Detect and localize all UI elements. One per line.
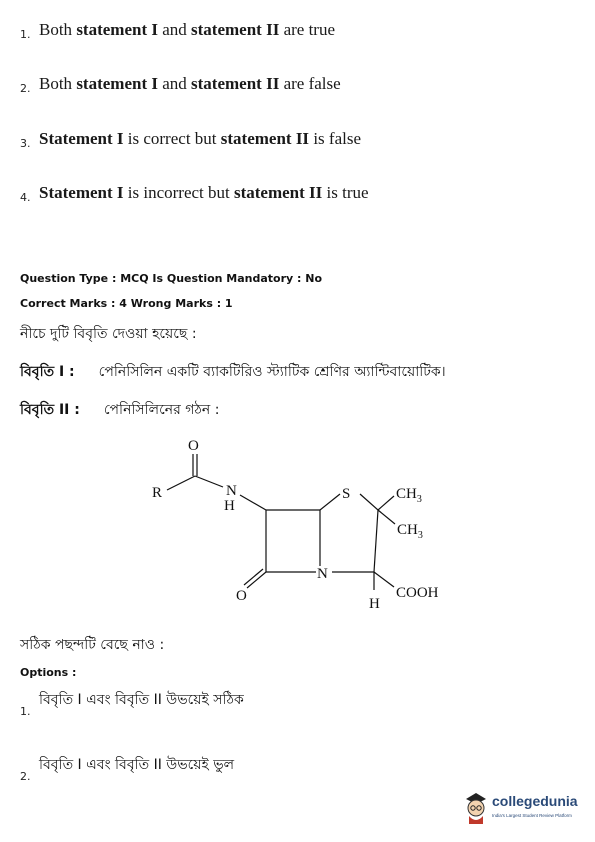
statement-1-label: বিবৃতি I : <box>20 364 75 380</box>
statement-2 <box>20 398 219 422</box>
option-number: 2. <box>20 82 31 95</box>
amide-h-label: H <box>224 498 235 514</box>
sulfur-label: S <box>342 486 351 502</box>
statement-1 <box>20 360 446 384</box>
option-text: বিবৃতি I এবং বিবৃতি II উভয়েই সঠিক <box>39 692 244 708</box>
option-number: 2. <box>20 770 31 783</box>
ring-n-label: N <box>317 566 328 582</box>
statement-2-text: পেনিসিলিনের গঠন : <box>103 402 220 418</box>
penicillin-structure <box>140 430 460 615</box>
option-text: Both statement I and statement II are true <box>39 20 336 39</box>
statement-2-label: বিবৃতি II : <box>20 402 80 418</box>
option-text: বিবৃতি I এবং বিবৃতি II উভয়েই ভুল <box>39 757 235 773</box>
alpha-h-label: H <box>369 596 380 612</box>
lactam-o-label: O <box>236 588 247 604</box>
methyl-2-label: $CH_3$ <box>397 522 423 541</box>
r-group-label: R <box>152 485 163 501</box>
collegedunia-logo <box>462 788 582 828</box>
statement-1-text: পেনিসিলিন একটি ব্যাকটিরিও স্ট্যাটিক শ্রেণির অ্যান্টিবায়োটিক। <box>98 364 446 380</box>
carboxyl-label: COOH <box>396 585 439 601</box>
methyl-1-label: $CH_3$ <box>396 486 422 505</box>
option-number: 4. <box>20 191 31 204</box>
option-number: 3. <box>20 137 31 150</box>
option-text: Both statement I and statement II are false <box>39 74 341 93</box>
question-prompt: সঠিক পছন্দটি বেছে নাও : <box>20 637 165 653</box>
brand-name: collegedunia <box>492 793 578 809</box>
student-mascot-icon <box>462 790 490 826</box>
options-heading: Options : <box>20 666 77 679</box>
question-type-line: Question Type : MCQ Is Question Mandatory : No <box>20 272 323 285</box>
option-number: 1. <box>20 705 31 718</box>
question-intro: নীচে দুটি বিবৃতি দেওয়া হয়েছে : <box>20 326 197 342</box>
amide-n-label: N <box>226 483 237 499</box>
brand-tagline: India's Largest Student Review Platform <box>492 813 572 818</box>
option-text: Statement I is incorrect but statement II is true <box>39 183 369 202</box>
carbonyl-o-label: O <box>188 438 199 454</box>
option-text: Statement I is correct but statement II is false <box>39 129 361 148</box>
option-number: 1. <box>20 28 31 41</box>
marks-line: Correct Marks : 4 Wrong Marks : 1 <box>20 297 233 310</box>
